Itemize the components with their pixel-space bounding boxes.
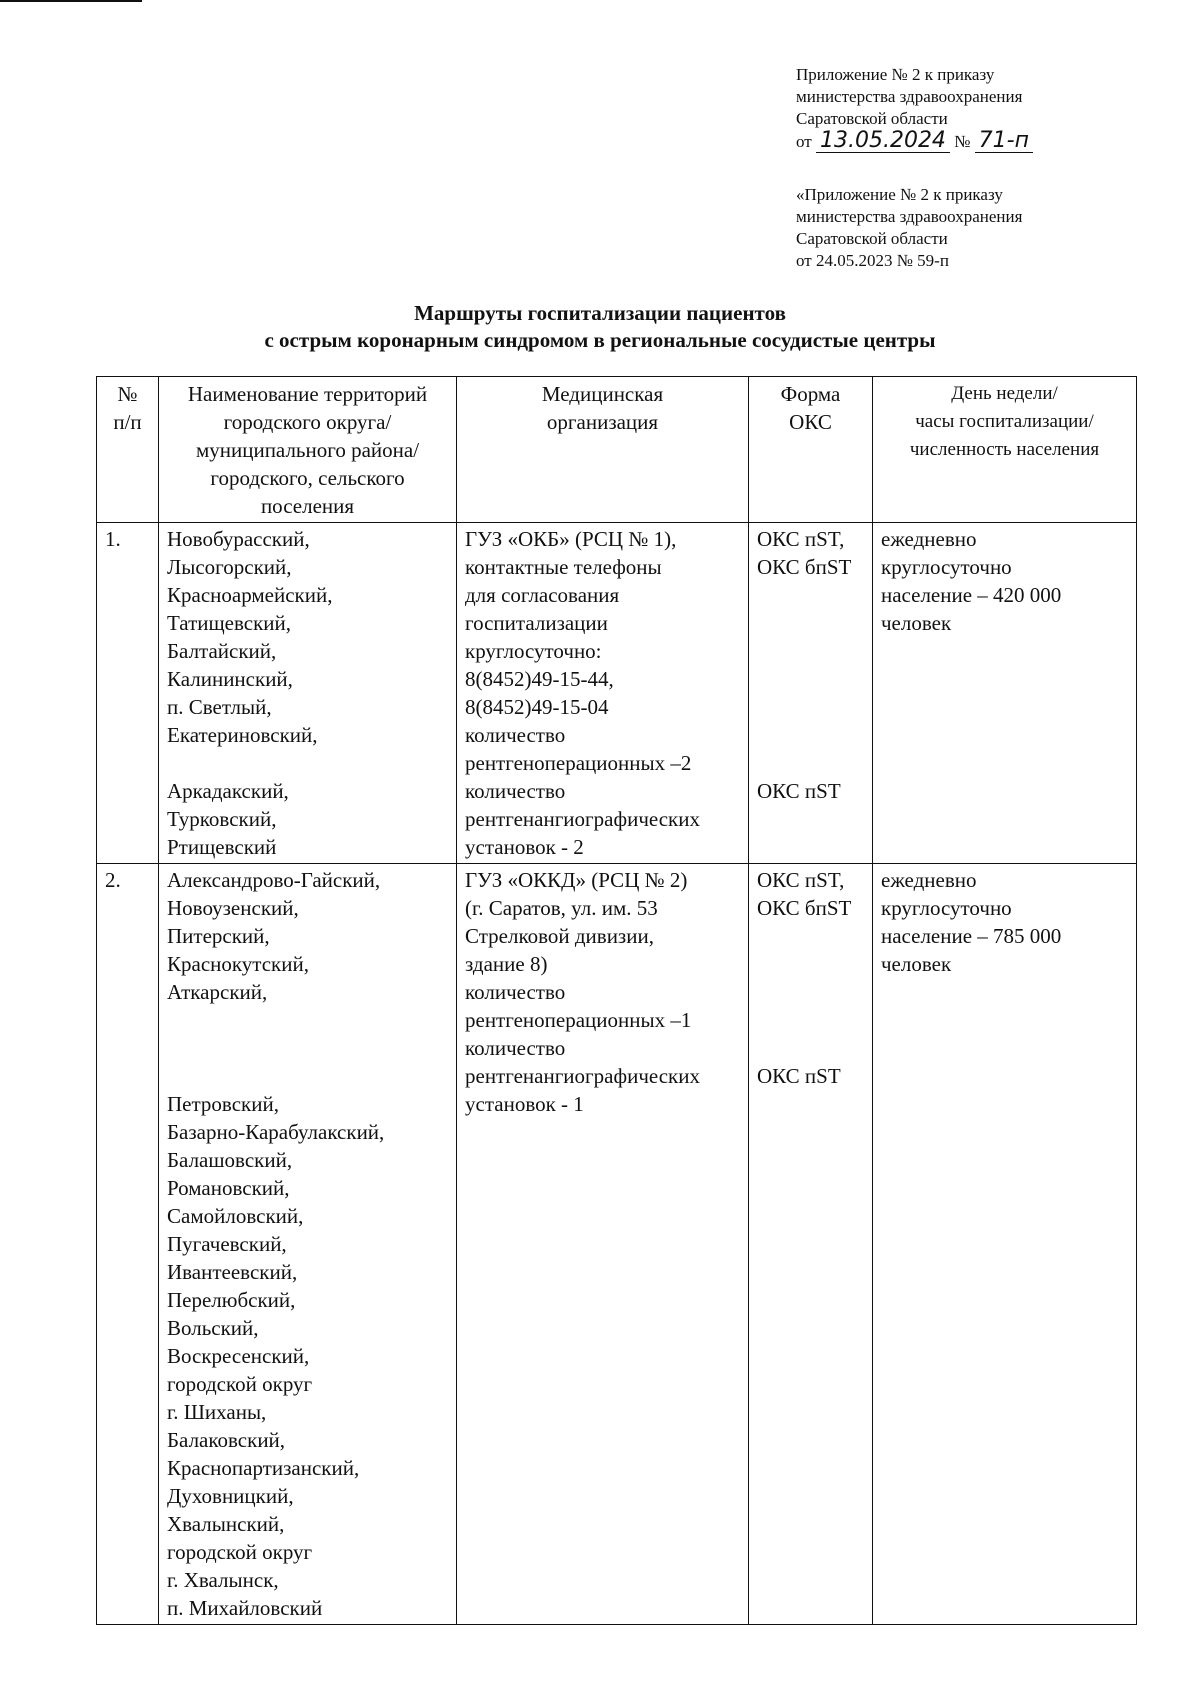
- territory-item: Вольский,: [167, 1316, 259, 1340]
- territory-item: Аркадакский,: [167, 779, 289, 803]
- top-edge-rule: [0, 0, 142, 2]
- table-row: [97, 864, 1137, 1625]
- territory-item: Ртищевский: [167, 835, 277, 859]
- territory-item: Красноармейский,: [167, 583, 333, 607]
- spacer: [757, 609, 864, 637]
- territory-item: Новобурасский,: [167, 527, 310, 551]
- org-line: количество: [465, 980, 566, 1004]
- cell-form: [749, 523, 873, 864]
- appendix-line: Саратовской области: [796, 109, 948, 128]
- territory-item: Хвалынский,: [167, 1512, 285, 1536]
- form-line: ОКС пST,: [757, 868, 845, 892]
- territory-item: Петровский,: [167, 1092, 279, 1116]
- appendix-line: министерства здравоохранения: [796, 207, 1023, 226]
- header-line: Медицинская: [541, 382, 664, 406]
- date-prefix: от: [796, 132, 812, 151]
- schedule-line: круглосуточно: [881, 896, 1012, 920]
- territory-item: Александрово-Гайский,: [167, 868, 381, 892]
- form-line: ОКС бпST: [757, 896, 852, 920]
- header-line: численность населения: [909, 439, 1100, 460]
- form-line: ОКС бпST: [757, 555, 852, 579]
- org-line: ГУЗ «ОККД» (РСЦ № 2): [465, 868, 688, 892]
- org-line: количество: [465, 1036, 566, 1060]
- header-line: ОКС: [789, 410, 832, 434]
- schedule-line: круглосуточно: [881, 555, 1012, 579]
- org-line: установок - 1: [465, 1092, 584, 1116]
- cell-org: [457, 523, 749, 864]
- appendix-line: Саратовской области: [796, 229, 948, 248]
- cell-territories: [159, 864, 457, 1625]
- header-org: [457, 377, 749, 523]
- territory-item: Новоузенский,: [167, 896, 299, 920]
- table-header-row: [97, 377, 1137, 523]
- territory-item: Самойловский,: [167, 1204, 304, 1228]
- cell-org: [457, 864, 749, 1625]
- header-line: муниципального района/: [195, 438, 420, 462]
- territory-item: г. Хвалынск,: [167, 1568, 279, 1592]
- spacer: [167, 1034, 448, 1062]
- territory-item: Романовский,: [167, 1176, 290, 1200]
- number-prefix: №: [954, 132, 971, 151]
- territory-item: Духовницкий,: [167, 1484, 294, 1508]
- territory-item: Балаковский,: [167, 1428, 286, 1452]
- spacer: [167, 1006, 448, 1034]
- header-line: часы госпитализации/: [915, 411, 1094, 432]
- org-line: (г. Саратов, ул. им. 53: [465, 896, 658, 920]
- header-line: Форма: [780, 382, 841, 406]
- territory-item: Балашовский,: [167, 1148, 293, 1172]
- territory-item: Питерский,: [167, 924, 270, 948]
- appendix-line: от 24.05.2023 № 59-п: [796, 251, 949, 270]
- territory-item: Турковский,: [167, 807, 277, 831]
- header-line: городского, сельского: [210, 466, 405, 490]
- header-line: №: [117, 382, 138, 406]
- territory-item: Пугачевский,: [167, 1232, 287, 1256]
- territory-item: Лысогорский,: [167, 555, 292, 579]
- org-line: 8(8452)49-15-44,: [465, 667, 614, 691]
- org-line: госпитализации: [465, 611, 608, 635]
- appendix-date-line: [796, 130, 1033, 153]
- territory-item: Краснокутский,: [167, 952, 309, 976]
- header-territory: [159, 377, 457, 523]
- spacer: [757, 950, 864, 978]
- appendix-line: министерства здравоохранения: [796, 87, 1023, 106]
- header-schedule: [873, 377, 1137, 523]
- org-line: здание 8): [465, 952, 548, 976]
- org-line: количество: [465, 723, 566, 747]
- org-line: установок - 2: [465, 835, 584, 859]
- form-line: ОКС пST,: [757, 527, 845, 551]
- schedule-line: человек: [881, 952, 952, 976]
- org-line: для согласования: [465, 583, 620, 607]
- spacer: [757, 637, 864, 665]
- spacer: [167, 1062, 448, 1090]
- territory-item: Балтайский,: [167, 639, 277, 663]
- form-line: ОКС пST: [757, 779, 841, 803]
- org-line: рентгенангиографических: [465, 1064, 700, 1088]
- cell-schedule: [873, 864, 1137, 1625]
- appendix-line: Приложение № 2 к приказу: [796, 65, 995, 84]
- org-line: рентгенангиографических: [465, 807, 700, 831]
- spacer: [757, 922, 864, 950]
- territory-item: Краснопартизанский,: [167, 1456, 360, 1480]
- schedule-line: ежедневно: [881, 527, 977, 551]
- schedule-line: население – 420 000: [881, 583, 1062, 607]
- routes-table: [96, 376, 1137, 1625]
- spacer: [757, 978, 864, 1006]
- org-line: количество: [465, 779, 566, 803]
- form-line: ОКС пST: [757, 1064, 841, 1088]
- header-line: поселения: [260, 494, 355, 518]
- spacer: [757, 693, 864, 721]
- spacer: [167, 749, 448, 777]
- handwritten-date: 13.05.2024: [816, 130, 950, 153]
- territory-item: Базарно-Карабулакский,: [167, 1120, 385, 1144]
- header-line: п/п: [113, 410, 142, 434]
- handwritten-number: 71-п: [975, 130, 1033, 153]
- org-line: круглосуточно:: [465, 639, 602, 663]
- territory-item: городской округ: [167, 1372, 313, 1396]
- cell-schedule: [873, 523, 1137, 864]
- appendix-previous: [796, 184, 1022, 272]
- org-line: контактные телефоны: [465, 555, 662, 579]
- schedule-line: население – 785 000: [881, 924, 1062, 948]
- org-line: рентгеноперационных –2: [465, 751, 692, 775]
- territory-item: Татищевский,: [167, 611, 292, 635]
- spacer: [757, 1006, 864, 1034]
- spacer: [757, 665, 864, 693]
- cell-form: [749, 864, 873, 1625]
- territory-item: Екатериновский,: [167, 723, 318, 747]
- territory-item: городской округ: [167, 1540, 313, 1564]
- territory-item: Калининский,: [167, 667, 293, 691]
- header-form: [749, 377, 873, 523]
- org-line: Стрелковой дивизии,: [465, 924, 654, 948]
- title-line: с острым коронарным синдромом в региональные сосудистые центры: [264, 328, 936, 352]
- appendix-current: [796, 64, 1033, 153]
- header-line: городского округа/: [223, 410, 392, 434]
- territory-item: п. Светлый,: [167, 695, 272, 719]
- spacer: [757, 581, 864, 609]
- schedule-line: ежедневно: [881, 868, 977, 892]
- territory-item: п. Михайловский: [167, 1596, 323, 1620]
- territory-item: Перелюбский,: [167, 1288, 296, 1312]
- cell-territories: [159, 523, 457, 864]
- appendix-line: «Приложение № 2 к приказу: [796, 185, 1003, 204]
- table-row: [97, 523, 1137, 864]
- spacer: [757, 749, 864, 777]
- spacer: [757, 1034, 864, 1062]
- org-line: 8(8452)49-15-04: [465, 695, 609, 719]
- territory-item: Воскресенский,: [167, 1344, 310, 1368]
- cell-num: 2.: [97, 864, 159, 1625]
- org-line: рентгеноперационных –1: [465, 1008, 692, 1032]
- cell-num: 1.: [97, 523, 159, 864]
- header-line: День недели/: [951, 383, 1058, 404]
- territory-item: г. Шиханы,: [167, 1400, 267, 1424]
- org-line: ГУЗ «ОКБ» (РСЦ № 1),: [465, 527, 677, 551]
- spacer: [757, 721, 864, 749]
- header-line: организация: [546, 410, 659, 434]
- schedule-line: человек: [881, 611, 952, 635]
- title-line: Маршруты госпитализации пациентов: [414, 301, 786, 325]
- header-line: Наименование территорий: [187, 382, 428, 406]
- header-num: [97, 377, 159, 523]
- territory-item: Аткарский,: [167, 980, 268, 1004]
- territory-item: Ивантеевский,: [167, 1260, 298, 1284]
- document-title: [0, 300, 1200, 354]
